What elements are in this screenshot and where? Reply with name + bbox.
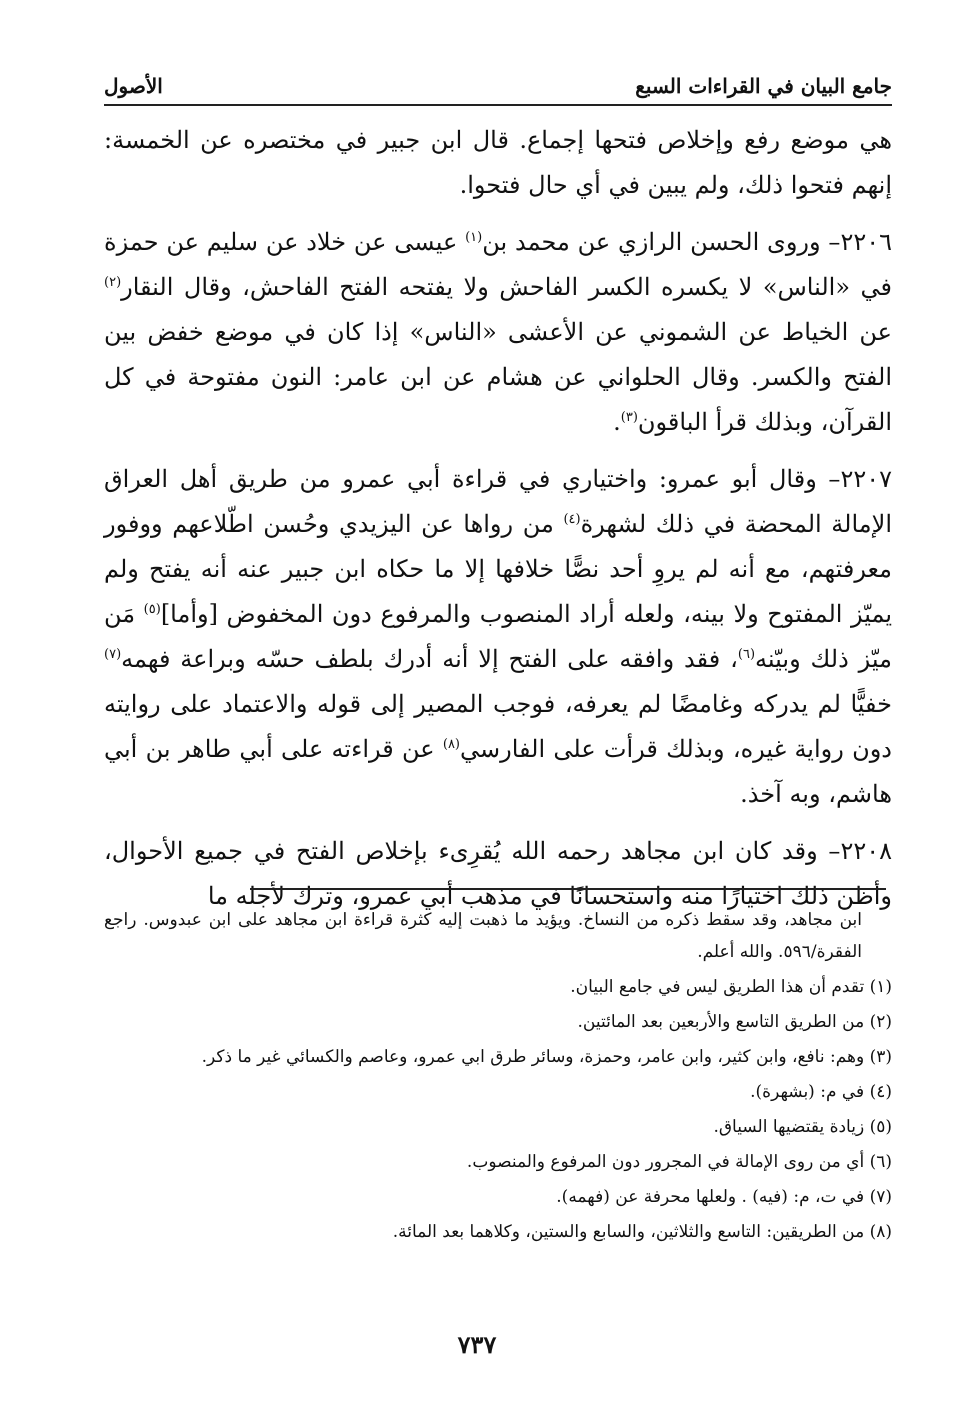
paragraph-continued: هي موضع رفع وإخلاص فتحها إجماع. قال ابن جبير في مختصره عن الخمسة: إنهم فتحوا ذلك، ولم يبين في أي حال فتحوا. (104, 126, 892, 199)
paragraph-number: ٢٢٠٦ (840, 228, 892, 256)
footnote: (٣) وهم: نافع، وابن كثير، وابن عامر، وحمزة، وسائر طرق ابي عمرو، وعاصم والكسائي غير ما ذكر. (201, 1047, 892, 1067)
footnote-divider (250, 888, 886, 890)
page-number: ٧٣٧ (457, 1330, 497, 1359)
footnote: (٥) زيادة يقتضيها السياق. (713, 1117, 892, 1137)
running-header (104, 64, 892, 98)
paragraph-2206 (104, 220, 892, 445)
footnote-marker: (٦) (737, 647, 756, 662)
footnote-marker: (٨) (442, 737, 460, 752)
footnote-marker: (٤) (563, 512, 581, 527)
footnote: (١) تقدم أن هذا الطريق ليس في جامع البيان. (570, 977, 892, 997)
footnote-marker: (٥) (143, 602, 161, 617)
paragraph-text: – وقد كان ابن مجاهد رحمه الله يُقرِىء بإخلاص الفتح في جميع الأحوال، وأظن ذلك اختيارًا منه واستحسانًا في مذهب أبي عمرو، وترك لأجله ما (104, 837, 892, 910)
paragraph-text: – وروى الحسن الرازي عن محمد بن$^{(١)}$ عيسى عن خلاد عن سليم عن حمزة في «الناس» لا يكسره الكسر الفاحش ولا يفتحه الفتح الفاحش، وقال النقار$^{(٢)}$ عن الخياط عن الشموني عن الأعشى «الناس» إذا كان في موضع خفض بين الفتح والكسر. وقال الحلواني عن هشام عن ابن عامر: النون مفتوحة في كل القرآن، وبذلك قرأ الباقون$^{(٣)}$. (104, 228, 892, 436)
footnote: (٧) في ت، م: (فيه) . ولعلها محرفة عن (فهمه). (556, 1187, 892, 1207)
footnotes (104, 904, 892, 1251)
footnote-marker: (٣) (620, 410, 638, 425)
footnote: (٨) من الطريقين: التاسع والثلاثين، والسابع والستين، وكلاهما بعد المائة. (392, 1222, 892, 1242)
footnote: (٢) من الطريق التاسع والأربعين بعد المائتين. (577, 1012, 892, 1032)
paragraph-number: ٢٢٠٨ (840, 837, 892, 865)
footnote-marker: (٢) (104, 275, 122, 290)
book-title: جامع البيان في القراءات السبع (635, 74, 892, 98)
footnote-marker: (٧) (104, 647, 122, 662)
footnote-marker: (١) (465, 230, 483, 245)
header-divider (104, 104, 892, 106)
paragraph-2207 (104, 457, 892, 817)
footnote: (٤) في م: (بشهرة). (750, 1082, 892, 1102)
section-title: الأصول (104, 74, 163, 98)
footnote-continuation: ابن مجاهد، وقد سقط ذكره من النساخ. ويؤيد ما ذهبت إليه كثرة قراءة ابن مجاهد على ابن عبدوس. راجع الفقرة/٥٩٦. والله أعلم. (104, 910, 862, 962)
paragraph-number: ٢٢٠٧ (840, 465, 892, 493)
main-text (104, 118, 892, 931)
paragraph-text: – وقال أبو عمرو: واختياري في قراءة أبي عمرو من طريق أهل العراق الإمالة المحضة في ذلك لشهرة$^{(٤)}$ من رواها عن اليزيدي وحُسن اطّلاعهم ووفور معرفتهم، مع أنه لم يروِ أحد نصًّا خلافها إلا ما حكاه ابن جبير عنه أنه يفتح ولم يميّز المفتوح ولا بينه، ولعله أراد المنصوب والمرفوع دون المخفوض [وأما]$^{(٥)}$ مَن ميّز ذلك وبيّنه$^{(٦)}$، فقد وافقه على الفتح إلا أنه أدرك بلطف حسّه وبراعة فهمه$^{(٧)}$ خفيًّا لم يدركه وغامضًا لم يعرفه، فوجب المصير إلى قوله والاعتماد على روايته دون رواية غيره، وبذلك قرأت على الفارسي$^{(٨)}$ عن قراءته على أبي طاهر بن أبي هاشم، وبه آخذ. (104, 465, 893, 808)
footnote: (٦) أي من روى الإمالة في المجرور دون المرفوع والمنصوب. (466, 1152, 892, 1172)
